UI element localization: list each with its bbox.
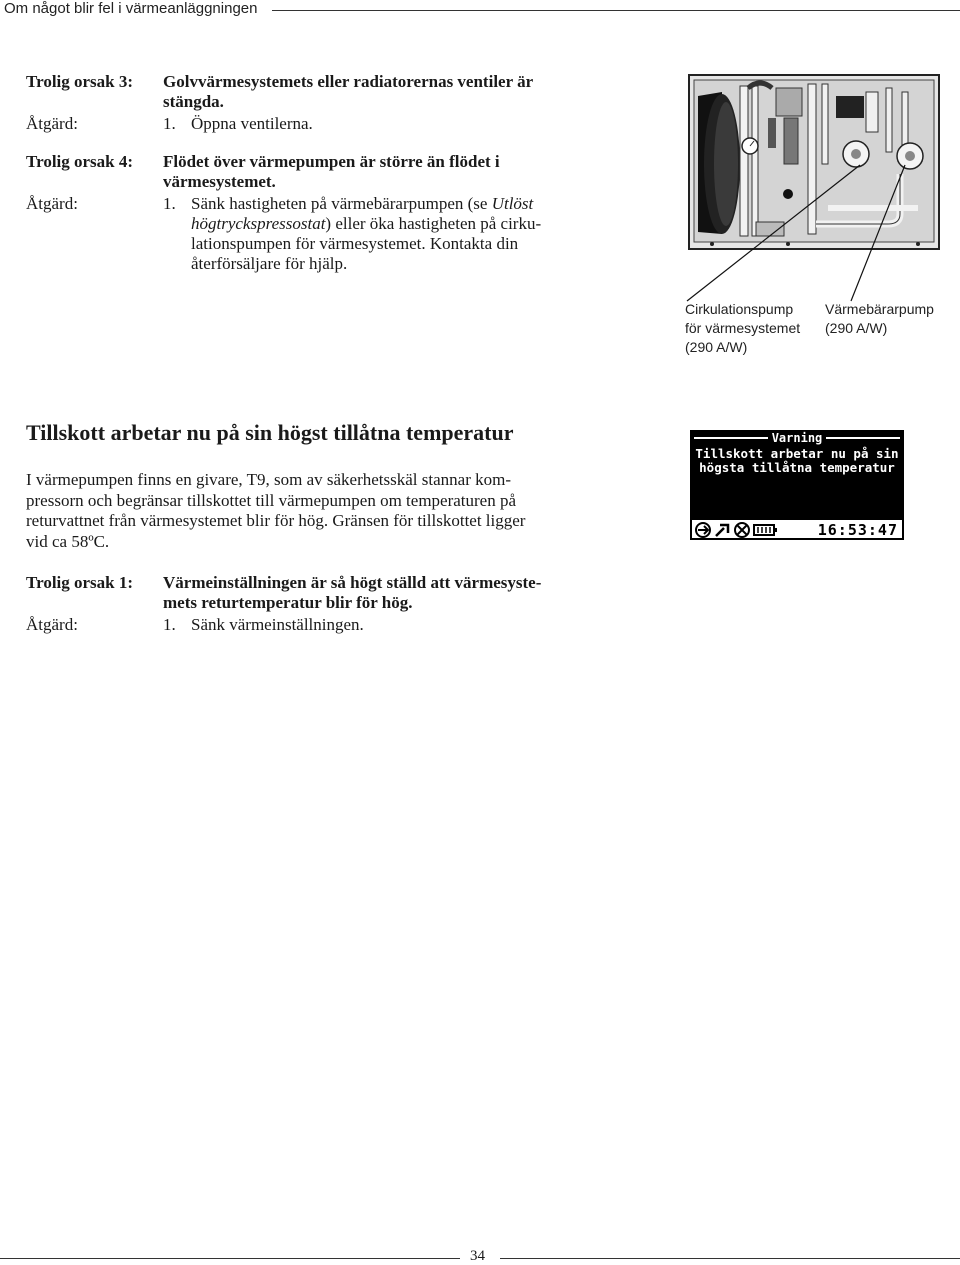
cause1-block xyxy=(26,573,646,643)
cause4-text-line: värmesystemet. xyxy=(163,172,276,191)
cause4-text xyxy=(163,152,500,192)
display-time: 16:53:47 xyxy=(817,521,898,539)
display-title-text: Varning xyxy=(769,431,826,445)
step-number: 1. xyxy=(163,615,176,634)
section-heading: Tillskott arbetar nu på sin högst tillåtna temperatur xyxy=(26,420,514,445)
cause1-text xyxy=(163,573,541,613)
page-header xyxy=(0,0,960,24)
cause3-step xyxy=(163,114,563,134)
cause1-step xyxy=(163,615,563,635)
display-title xyxy=(690,431,904,445)
display-status-icons xyxy=(694,521,784,539)
caption-line: för värmesystemet xyxy=(685,320,801,336)
battery-icon xyxy=(754,525,777,535)
step-text xyxy=(191,194,541,274)
cause4-step xyxy=(163,194,583,278)
paragraph-line: returvattnet från värmesystemet blir för hög. Gränsen för tillskottet ligger xyxy=(26,511,526,530)
step-text-part: ) eller öka hastigheten på cirku- xyxy=(325,214,542,233)
cause3-text xyxy=(163,72,533,112)
cause3-text-line: stängda. xyxy=(163,92,224,111)
step-text-part: lationspumpen för värmesystemet. Kontakta din xyxy=(191,234,519,253)
cause3-label: Trolig orsak 3: xyxy=(26,72,134,91)
cause1-text-line: mets returtemperatur blir för hög. xyxy=(163,593,413,612)
caption-line: Cirkulationspump xyxy=(685,301,794,317)
fan-icon xyxy=(735,523,749,537)
header-title: Om något blir fel i värmeanläggningen xyxy=(4,0,258,17)
step-number: 1. xyxy=(163,194,176,213)
page-footer xyxy=(0,1248,960,1263)
cause3-text-line: Golvvärmesystemets eller radiatorernas ventiler är xyxy=(163,72,534,91)
step-text-italic: högtryckspressostat xyxy=(191,214,326,233)
paragraph-line: vid ca 58ºC. xyxy=(26,531,110,551)
caption-heat-carrier-pump xyxy=(825,300,934,338)
display-message xyxy=(690,447,904,475)
caption-circulation-pump xyxy=(685,300,800,357)
caption-line: (290 A/W) xyxy=(825,320,888,336)
caption-line: Värmebärarpump xyxy=(825,301,934,317)
display-status-bar xyxy=(690,518,904,540)
step-text: Sänk värmeinställningen. xyxy=(191,615,364,634)
cause4-label: Trolig orsak 4: xyxy=(26,152,134,171)
cause1-action-label: Åtgärd: xyxy=(26,615,78,634)
cause4-block xyxy=(26,152,646,282)
page-number: 34 xyxy=(470,1248,485,1264)
cause4-text-line: Flödet över värmepumpen är större än flödet i xyxy=(163,152,500,171)
cause1-label: Trolig orsak 1: xyxy=(26,573,134,592)
caption-line: (290 A/W) xyxy=(685,339,748,355)
pump-icon xyxy=(696,523,710,537)
display-message-line: Tillskott arbetar nu på sin xyxy=(695,446,899,461)
step-text: Öppna ventilerna. xyxy=(191,114,313,133)
warning-display xyxy=(690,430,904,540)
cause3-block xyxy=(26,72,646,142)
cause3-action-label: Åtgärd: xyxy=(26,114,78,133)
display-message-line: högsta tillåtna temperatur xyxy=(699,460,895,475)
leader-lines xyxy=(680,150,920,310)
step-text-italic: Utlöst xyxy=(491,194,534,213)
footer-rule xyxy=(500,1258,960,1259)
leader-line-circulation xyxy=(687,165,860,301)
paragraph-line: I värmepumpen finns en givare, T9, som av säkerhetsskäl stannar kom- xyxy=(26,470,511,489)
heat-icon xyxy=(716,525,728,536)
cause4-action-label: Åtgärd: xyxy=(26,194,78,213)
paragraph-line: pressorn och begränsar tillskottet till värmepumpen om temperaturen på xyxy=(26,490,517,510)
section-paragraph xyxy=(26,470,626,552)
header-rule xyxy=(272,10,960,11)
step-text-part: Sänk hastigheten på värmebärarpumpen (se xyxy=(191,194,492,213)
step-number: 1. xyxy=(163,114,176,133)
leader-line-heat-carrier xyxy=(851,165,905,301)
footer-rule xyxy=(0,1258,460,1259)
step-text-part: återförsäljare för hjälp. xyxy=(191,254,348,273)
cause1-text-line: Värmeinställningen är så högt ställd att värmesyste- xyxy=(163,573,542,592)
